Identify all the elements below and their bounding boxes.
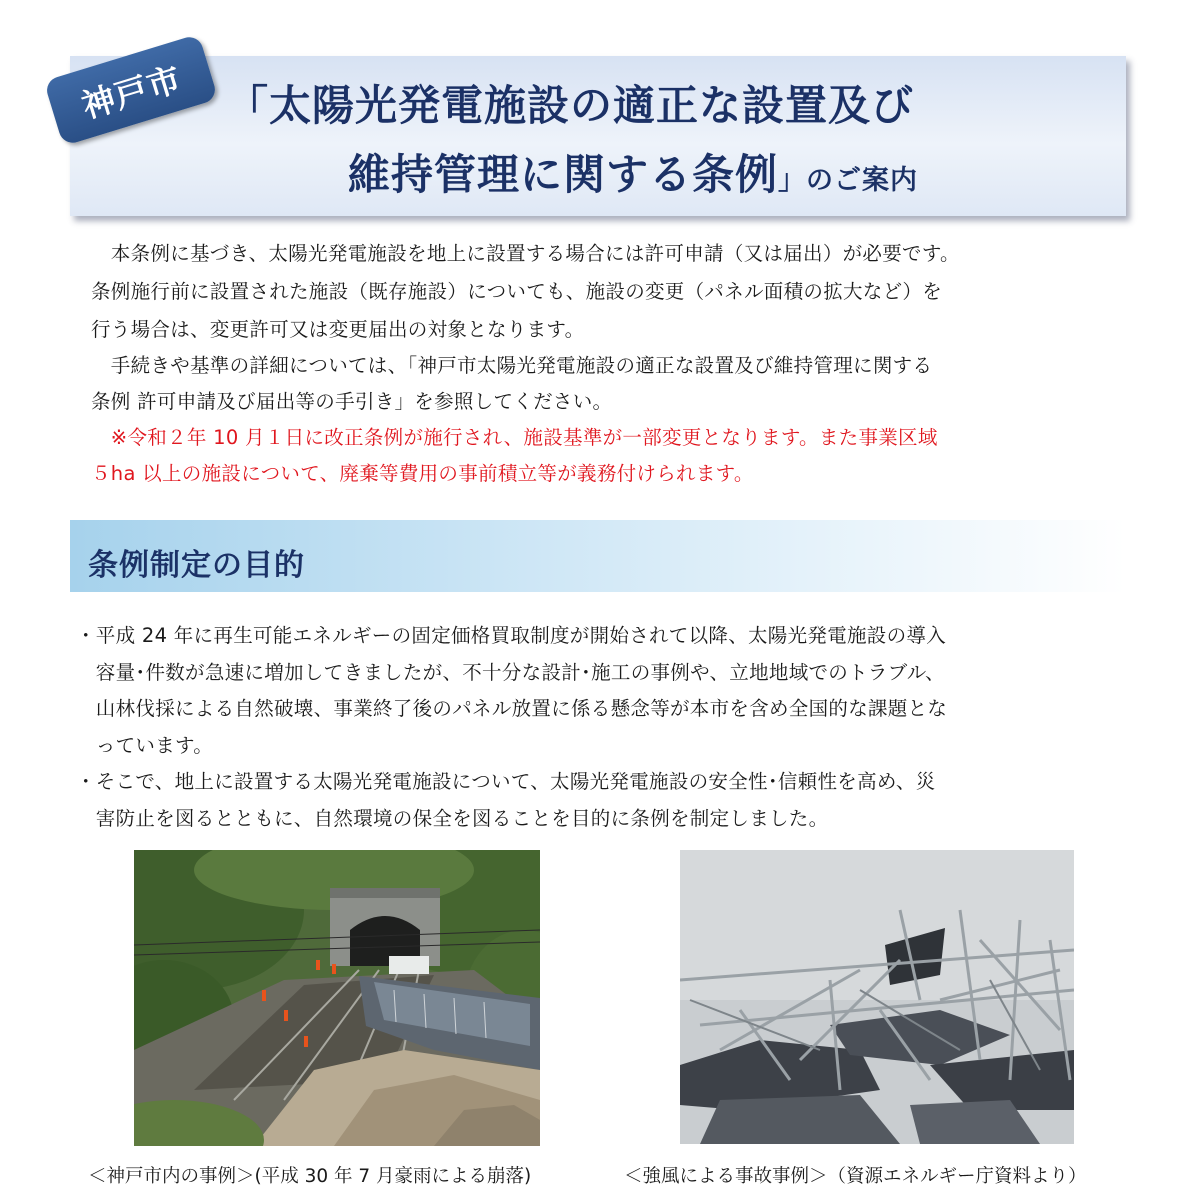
intro-line-2: 条例施行前に設置された施設（既存施設）についても、施設の変更（パネル面積の拡大など）を xyxy=(91,280,943,303)
page-title-line1: 「太陽光発電施設の適正な設置及び xyxy=(226,81,915,130)
wind-damage-photo xyxy=(680,850,1074,1144)
bullet-line-5: ・そこで、地上に設置する太陽光発電施設について、太陽光発電施設の安全性･信頼性を高め、災 xyxy=(76,770,936,793)
page-title-suffix: 」のご案内 xyxy=(778,165,919,196)
bullet-line-2: 容量･件数が急速に増加してきましたが、不十分な設計･施工の事例や、立地地域でのトラブル、 xyxy=(76,660,945,684)
intro-line-5: 条例 許可申請及び届出等の手引き」を参照してください。 xyxy=(91,390,613,413)
bullet-line-1: ・平成 24 年に再生可能エネルギーの固定価格買取制度が開始されて以降、太陽光発電施設の導入 xyxy=(76,624,947,647)
right-photo-caption: ＜強風による事故事例＞（資源エネルギー庁資料より） xyxy=(624,1166,1087,1187)
notice-line-2: ５ha 以上の施設について、廃棄等費用の事前積立等が義務付けられます。 xyxy=(91,462,754,485)
bullet-line-4: っています。 xyxy=(76,733,214,757)
intro-line-3: 行う場合は、変更許可又は変更届出の対象となります。 xyxy=(91,318,585,341)
page-title-line2-main: 維持管理に関する条例 xyxy=(348,150,779,199)
city-badge-label: 神戸市 xyxy=(77,58,187,126)
intro-line-1: 本条例に基づき、太陽光発電施設を地上に設置する場合には許可申請（又は届出）が必要です。 xyxy=(91,242,960,265)
bullet-line-3: 山林伐採による自然破壊、事業終了後のパネル放置に係る懸念等が本市を含め全国的な課題とな xyxy=(76,697,948,720)
bullet-line-6: 害防止を図るとともに、自然環境の保全を図ることを目的に条例を制定しました。 xyxy=(76,806,829,830)
intro-line-4: 手続きや基準の詳細については、「神戸市太陽光発電施設の適正な設置及び維持管理に関する xyxy=(91,354,933,377)
section-title: 条例制定の目的 xyxy=(88,548,305,583)
purpose-bullets xyxy=(76,618,1136,837)
landslide-photo xyxy=(134,850,540,1146)
left-photo-caption: ＜神戸市内の事例＞(平成 30 年 7 月豪雨による崩落) xyxy=(88,1166,532,1187)
notice-line-1: ※令和２年 10 月１日に改正条例が施行され、施設基準が一部変更となります。また事業区域 xyxy=(91,426,938,449)
page-title-line2 xyxy=(348,142,918,202)
